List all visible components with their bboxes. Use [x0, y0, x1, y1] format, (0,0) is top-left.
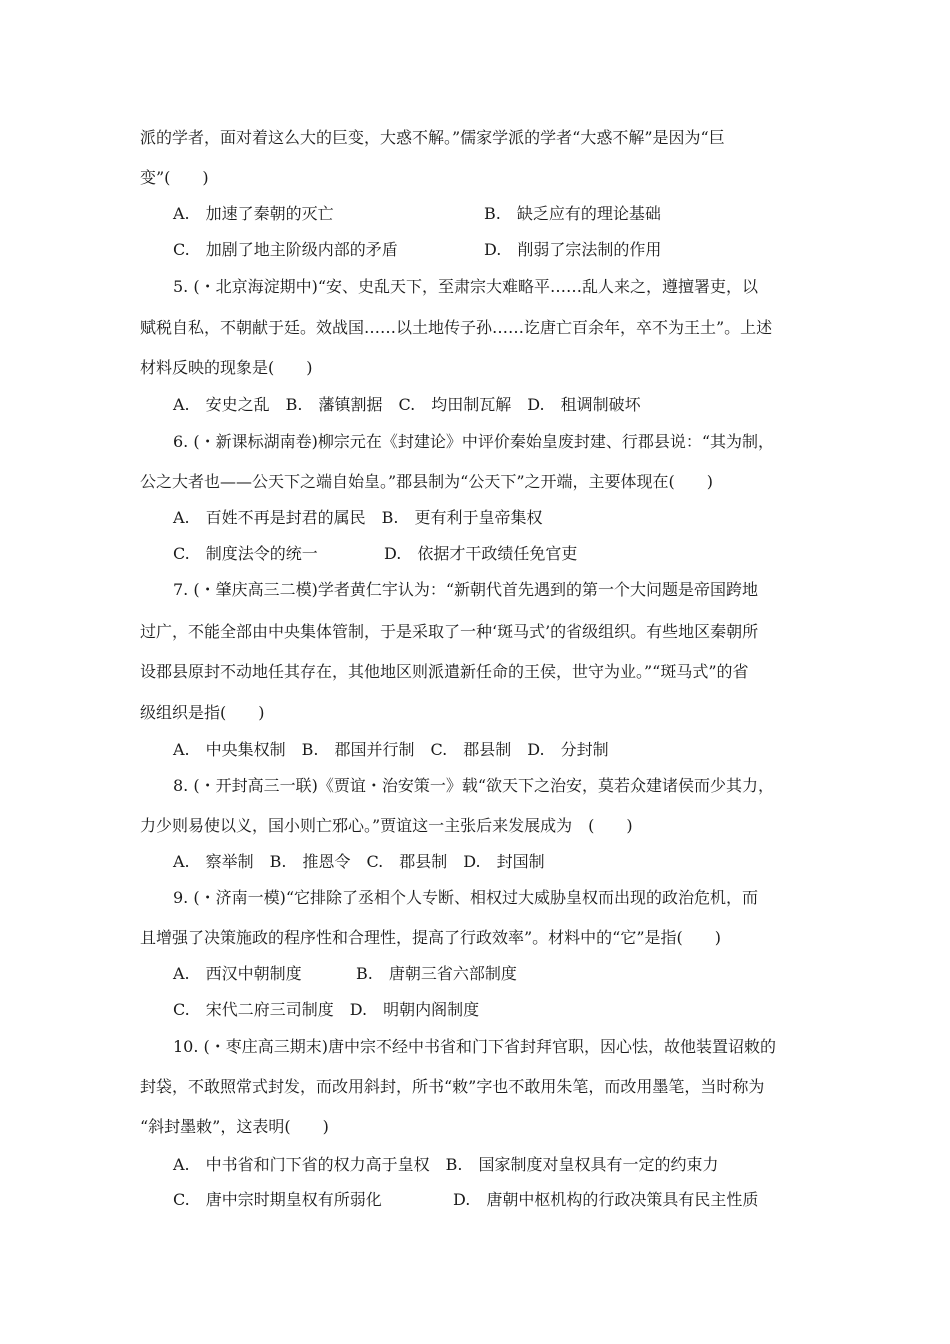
q4-option-d: D. 削弱了宗法制的作用 [484, 240, 662, 259]
q9-stem-line-1: 9. (・济南一模)“它排除了丞相个人专断、相权过大威胁皇权而出现的政治危机，而 [173, 888, 759, 907]
q7-stem-line-3: 设郡县原封不动地任其存在，其他地区则派遣新任命的王侯，世守为业。”“斑马式”的省 [140, 662, 749, 681]
q6-option-d: D. 依据才干政绩任免官吏 [384, 544, 578, 563]
q10-stem-line-3: “斜封墨敕”，这表明( ) [140, 1117, 329, 1136]
q9-options-cd: C. 宋代二府三司制度 D. 明朝内阁制度 [173, 1000, 480, 1019]
q7-options: A. 中央集权制 B. 郡国并行制 C. 郡县制 D. 分封制 [173, 740, 609, 759]
q4-stem-line-1: 派的学者，面对着这么大的巨变，大惑不解。”儒家学派的学者“大惑不解”是因为“巨 [140, 128, 725, 147]
q10-option-d: D. 唐朝中枢机构的行政决策具有民主性质 [453, 1190, 759, 1209]
q4-stem-line-2: 变”( ) [140, 168, 209, 187]
q5-options: A. 安史之乱 B. 藩镇割据 C. 均田制瓦解 D. 租调制破坏 [173, 395, 641, 414]
q5-stem-line-3: 材料反映的现象是( ) [140, 358, 313, 377]
q10-stem-line-1: 10. (・枣庄高三期末)唐中宗不经中书省和门下省封拜官职，因心怯，故他装置诏敕的 [173, 1037, 777, 1056]
q7-stem-line-2: 过广，不能全部由中央集体管制，于是采取了一种‘斑马式’的省级组织。有些地区秦朝所 [140, 622, 759, 641]
q8-stem-line-2: 力少则易使以义，国小则亡邪心。”贾谊这一主张后来发展成为 ( ) [140, 816, 633, 835]
q10-stem-line-2: 封袋，不敢照常式封发，而改用斜封，所书“敕”字也不敢用朱笔，而改用墨笔，当时称为 [140, 1077, 765, 1096]
q4-option-c: C. 加剧了地主阶级内部的矛盾 [173, 240, 398, 259]
q6-stem-line-2: 公之大者也——公天下之端自始皇。”郡县制为“公天下”之开端，主要体现在( ) [140, 472, 714, 491]
q10-option-c: C. 唐中宗时期皇权有所弱化 [173, 1190, 382, 1209]
q9-option-b: B. 唐朝三省六部制度 [356, 964, 517, 983]
q7-stem-line-4: 级组织是指( ) [140, 703, 265, 722]
q8-options: A. 察举制 B. 推恩令 C. 郡县制 D. 封国制 [173, 852, 545, 871]
q7-stem-line-1: 7. (・肇庆高三二模)学者黄仁宇认为：“新朝代首先遇到的第一个大问题是帝国跨地 [173, 580, 759, 599]
q6-stem-line-1: 6. (・新课标湖南卷)柳宗元在《封建论》中评价秦始皇废封建、行郡县说：“其为制， [173, 432, 775, 451]
q6-options-ab: A. 百姓不再是封君的属民 B. 更有利于皇帝集权 [173, 508, 543, 527]
q9-stem-line-2: 且增强了决策施政的程序性和合理性，提高了行政效率”。材料中的“它”是指( ) [140, 928, 722, 947]
q4-option-a: A. 加速了秦朝的灭亡 [173, 204, 334, 223]
q5-stem-line-1: 5. (・北京海淀期中)“安、史乱天下，至肃宗大难略平……乱人来之，遵擅署吏，以 [173, 277, 759, 296]
q10-options-ab: A. 中书省和门下省的权力高于皇权 B. 国家制度对皇权具有一定的约束力 [173, 1155, 719, 1174]
q4-option-b: B. 缺乏应有的理论基础 [484, 204, 661, 223]
q8-stem-line-1: 8. (・开封高三一联)《贾谊・治安策一》载“欲天下之治安，莫若众建诸侯而少其力， [173, 776, 775, 795]
q6-option-c: C. 制度法令的统一 [173, 544, 318, 563]
q5-stem-line-2: 赋税自私，不朝献于廷。效战国……以土地传子孙……讫唐亡百余年，卒不为王土”。上述 [140, 318, 773, 337]
q9-option-a: A. 西汉中朝制度 [173, 964, 302, 983]
